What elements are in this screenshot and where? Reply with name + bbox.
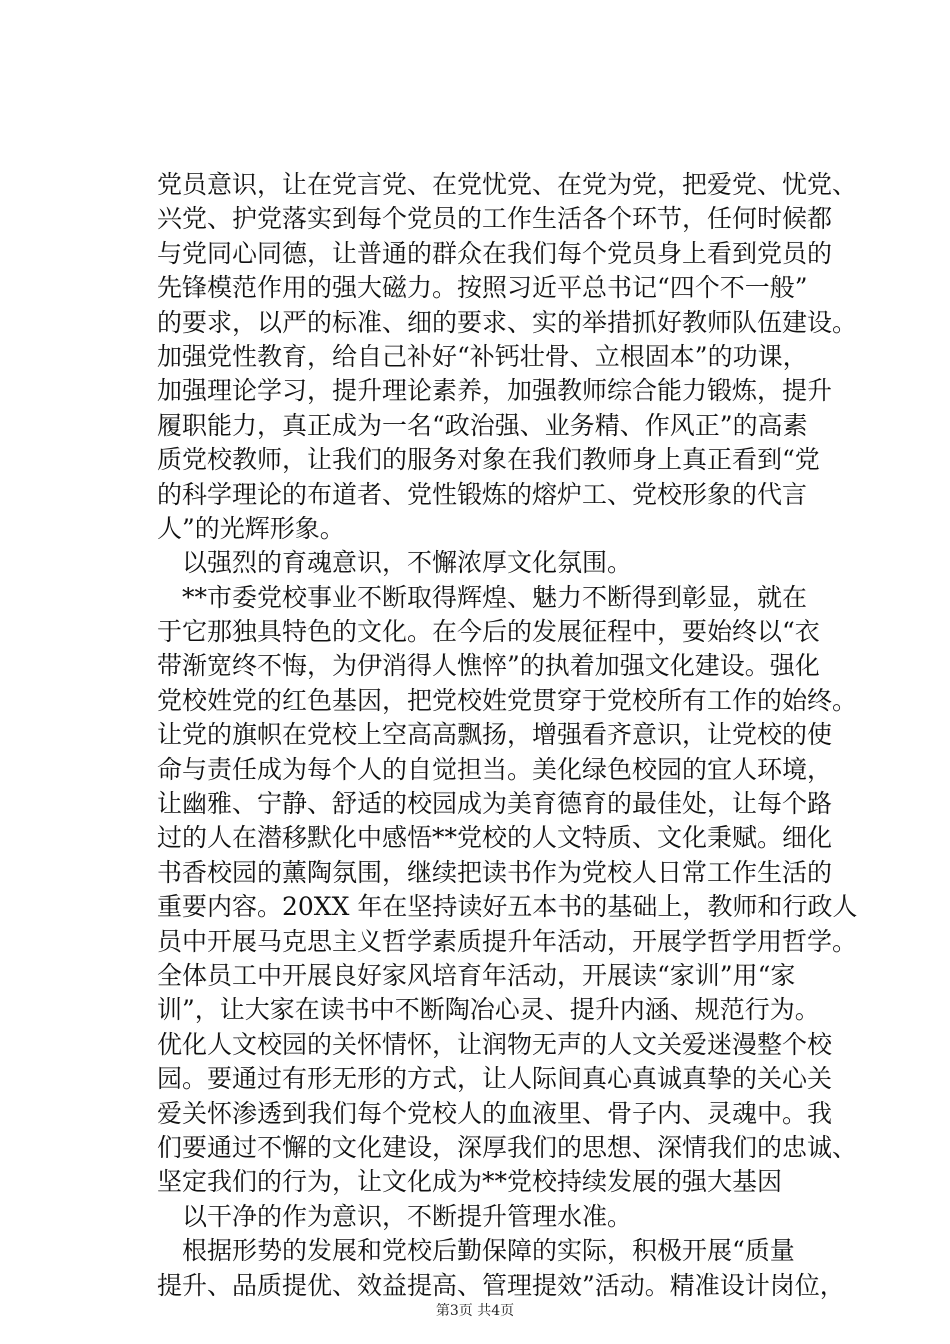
text-line: 党校姓党的红色基因，把党校姓党贯穿于党校所有工作的始终。: [157, 685, 858, 715]
text-line: 先锋模范作用的强大磁力。按照习近平总书记“四个不一般”: [157, 273, 808, 303]
text-line: 命与责任成为每个人的自觉担当。美化绿色校园的宜人环境，: [157, 754, 833, 784]
text-line: 让幽雅、宁静、舒适的校园成为美育德育的最佳处，让每个路: [157, 789, 833, 819]
text-line: 让党的旗帜在党校上空高高飘扬，增强看齐意识，让党校的使: [157, 720, 833, 750]
text-line: 坚定我们的行为，让文化成为**党校持续发展的强大基因: [157, 1167, 783, 1197]
text-line: 加强党性教育，给自己补好“补钙壮骨、立根固本”的功课，: [157, 341, 808, 371]
paragraph-first-line: 根据形势的发展和党校后勤保障的实际，积极开展“质量: [182, 1236, 795, 1266]
text-line: 过的人在潜移默化中感悟**党校的人文特质、文化秉赋。细化: [157, 823, 833, 853]
text-line: 人”的光辉形象。: [157, 513, 345, 543]
text-line: 书香校园的薰陶氛围，继续把读书作为党校人日常工作生活的: [157, 857, 833, 887]
text-line: 党员意识，让在党言党、在党忧党、在党为党，把爱党、忧党、: [157, 170, 858, 199]
page-footer: 第3页 共4页: [435, 1303, 515, 1319]
text-line: 于它那独具特色的文化。在今后的发展征程中，要始终以“衣: [157, 617, 820, 647]
section-heading: 以强烈的育魂意识，不懈浓厚文化氛围。: [182, 548, 633, 578]
text-line: 与党同心同德，让普通的群众在我们每个党员身上看到党员的: [157, 238, 833, 268]
text-line: 全体员工中开展良好家风培育年活动，开展读“家训”用“家: [157, 960, 796, 990]
paragraph-first-line: **市委党校事业不断取得辉煌、魅力不断得到彰显，就在: [182, 582, 808, 612]
text-line: 兴党、护党落实到每个党员的工作生活各个环节，任何时候都: [157, 204, 833, 234]
text-line: 加强理论学习，提升理论素养，加强教师综合能力锻炼，提升: [157, 376, 833, 406]
text-line: 爱关怀渗透到我们每个党校人的血液里、骨子内、灵魂中。我: [157, 1098, 833, 1128]
text-line: 优化人文校园的关怀情怀，让润物无声的人文关爱迷漫整个校: [157, 1029, 833, 1059]
document-body: [157, 168, 857, 1303]
text-line: 训”，让大家在读书中不断陶冶心灵、提升内涵、规范行为。: [157, 995, 820, 1025]
text-line: 员中开展马克思主义哲学素质提升年活动，开展学哲学用哲学。: [157, 926, 858, 956]
text-line: 们要通过不懈的文化建设，深厚我们的思想、深情我们的忠诚、: [157, 1132, 858, 1162]
text-line: 园。要通过有形无形的方式，让人际间真心真诚真挚的关心关: [157, 1064, 833, 1094]
text-line: 履职能力，真正成为一名“政治强、业务精、作风正”的高素: [157, 410, 808, 440]
text-line: 提升、品质提优、效益提高、管理提效”活动。精准设计岗位，: [157, 1270, 845, 1300]
text-line: 的科学理论的布道者、党性锻炼的熔炉工、党校形象的代言: [157, 479, 808, 509]
section-heading: 以干净的作为意识，不断提升管理水准。: [182, 1201, 633, 1231]
text-line: 质党校教师，让我们的服务对象在我们教师身上真正看到“党: [157, 445, 820, 475]
text-line: 的要求，以严的标准、细的要求、实的举措抓好教师队伍建设。: [157, 307, 858, 337]
text-line: 带渐宽终不悔，为伊消得人憔悴”的执着加强文化建设。强化: [157, 651, 820, 681]
text-line: 重要内容。20XX 年在坚持读好五本书的基础上，教师和行政人: [157, 892, 858, 922]
